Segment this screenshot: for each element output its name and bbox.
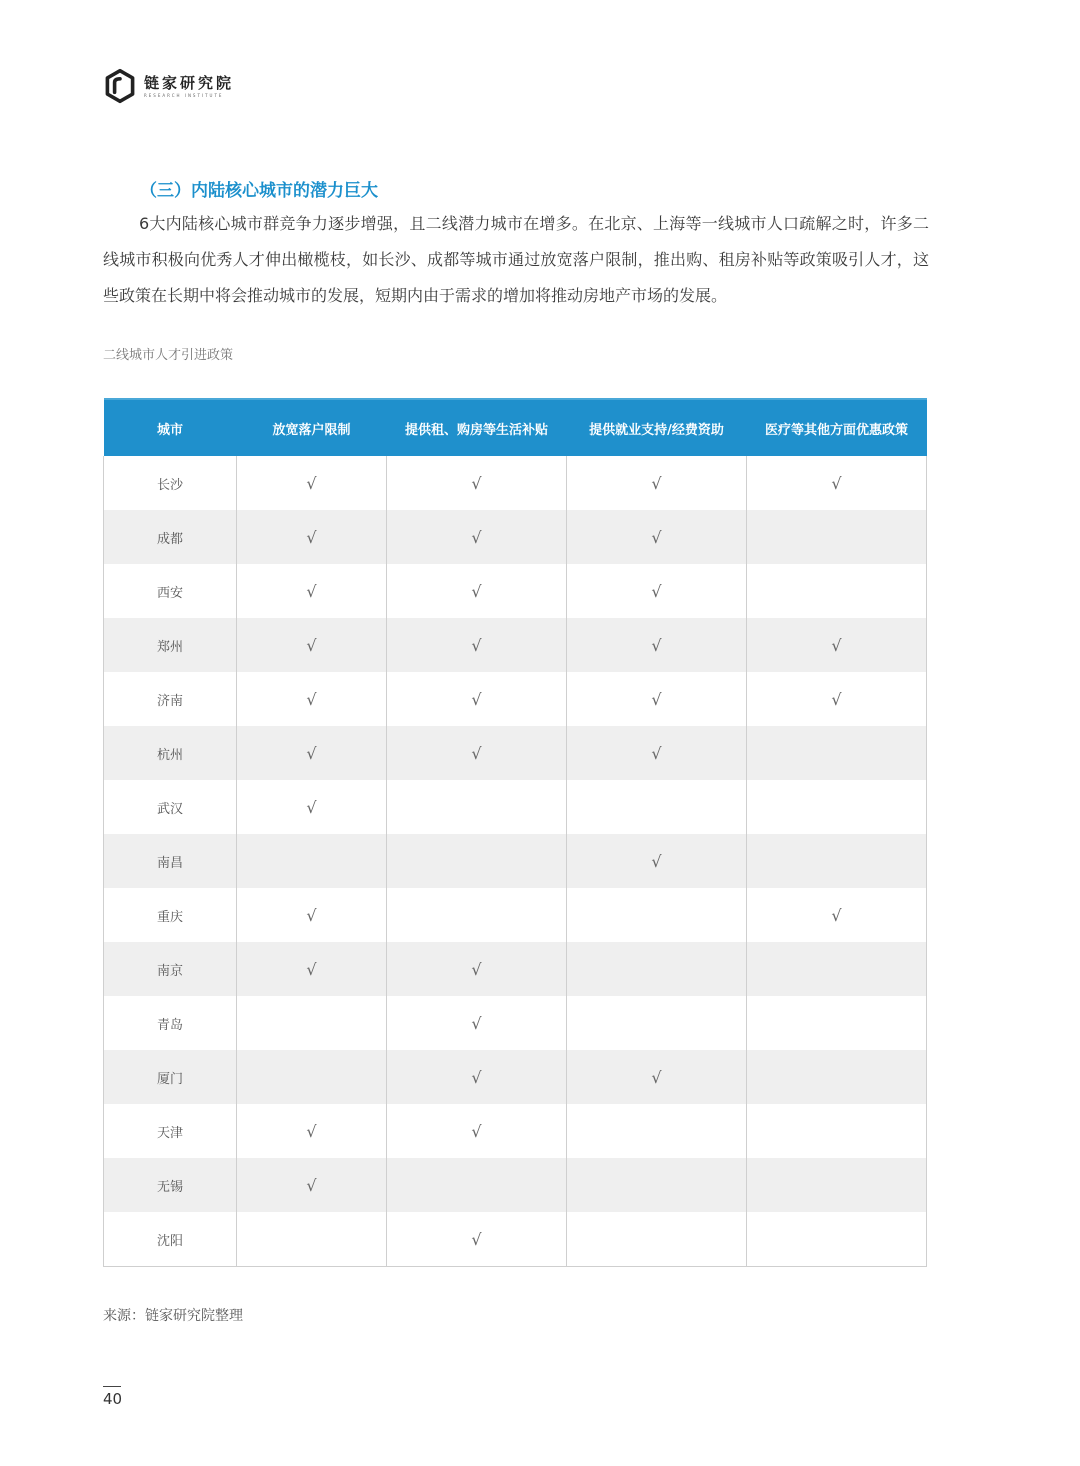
city-cell: 济南 — [104, 672, 237, 726]
check-mark-icon: √ — [306, 527, 317, 547]
policy-cell — [747, 618, 927, 672]
policy-cell — [387, 834, 567, 888]
check-mark-icon: √ — [306, 473, 317, 493]
city-cell: 南昌 — [104, 834, 237, 888]
table-row — [104, 1212, 927, 1267]
policy-cell — [237, 726, 387, 780]
check-mark-icon: √ — [471, 689, 482, 709]
table-row — [104, 672, 927, 726]
lianjia-logo-icon — [102, 68, 138, 104]
check-mark-icon: √ — [651, 1067, 662, 1087]
policy-cell — [387, 1050, 567, 1104]
check-mark-icon: √ — [306, 905, 317, 925]
policy-cell — [567, 726, 747, 780]
check-mark-icon: √ — [471, 959, 482, 979]
check-mark-icon: √ — [651, 689, 662, 709]
policy-cell — [237, 672, 387, 726]
city-cell: 长沙 — [104, 456, 237, 510]
policy-cell — [237, 834, 387, 888]
check-mark-icon: √ — [306, 743, 317, 763]
check-mark-icon: √ — [306, 635, 317, 655]
policy-cell — [567, 1050, 747, 1104]
city-cell: 成都 — [104, 510, 237, 564]
policy-cell — [567, 510, 747, 564]
check-mark-icon: √ — [306, 1175, 317, 1195]
check-mark-icon: √ — [471, 1067, 482, 1087]
policy-cell — [387, 510, 567, 564]
page-number-rule — [103, 1386, 121, 1387]
check-mark-icon: √ — [471, 1229, 482, 1249]
policy-cell — [387, 1104, 567, 1158]
city-cell: 沈阳 — [104, 1212, 237, 1267]
policy-cell — [237, 564, 387, 618]
policy-cell — [567, 1104, 747, 1158]
check-mark-icon: √ — [651, 473, 662, 493]
header-hukou: 放宽落户限制 — [237, 399, 387, 456]
check-mark-icon: √ — [471, 635, 482, 655]
policy-cell — [237, 1158, 387, 1212]
policy-cell — [747, 1050, 927, 1104]
table-row — [104, 996, 927, 1050]
check-mark-icon: √ — [831, 635, 842, 655]
policy-cell — [567, 834, 747, 888]
policy-cell — [387, 780, 567, 834]
check-mark-icon: √ — [471, 743, 482, 763]
policy-cell — [237, 1050, 387, 1104]
check-mark-icon: √ — [651, 743, 662, 763]
table-row — [104, 618, 927, 672]
check-mark-icon: √ — [306, 959, 317, 979]
brand-logo — [102, 68, 234, 104]
header-other-benefits: 医疗等其他方面优惠政策 — [747, 399, 927, 456]
city-cell: 厦门 — [104, 1050, 237, 1104]
city-cell: 郑州 — [104, 618, 237, 672]
check-mark-icon: √ — [651, 635, 662, 655]
header-city: 城市 — [104, 399, 237, 456]
body-paragraph: 6大内陆核心城市群竞争力逐步增强，且二线潜力城市在增多。在北京、上海等一线城市人口疏解之时，许多二线城市积极向优秀人才伸出橄榄枝，如长沙、成都等城市通过放宽落户限制，推出购、租房补贴等政策吸引人才，这些政策在长期中将会推动城市的发展，短期内由于需求的增加将推动房地产市场的发展。 — [103, 214, 929, 305]
city-cell: 青岛 — [104, 996, 237, 1050]
policy-cell — [747, 1104, 927, 1158]
table-row — [104, 1104, 927, 1158]
table-row — [104, 780, 927, 834]
policy-cell — [747, 1158, 927, 1212]
table-row — [104, 456, 927, 510]
city-cell: 无锡 — [104, 1158, 237, 1212]
policy-cell — [237, 1104, 387, 1158]
check-mark-icon: √ — [306, 689, 317, 709]
policy-cell — [567, 780, 747, 834]
policy-cell — [747, 942, 927, 996]
table-row — [104, 1050, 927, 1104]
policy-cell — [567, 456, 747, 510]
check-mark-icon: √ — [831, 905, 842, 925]
policy-cell — [237, 456, 387, 510]
city-cell: 天津 — [104, 1104, 237, 1158]
policy-cell — [747, 510, 927, 564]
city-cell: 杭州 — [104, 726, 237, 780]
policy-cell — [387, 618, 567, 672]
policy-cell — [387, 726, 567, 780]
city-cell: 重庆 — [104, 888, 237, 942]
check-mark-icon: √ — [471, 527, 482, 547]
policy-cell — [567, 564, 747, 618]
policy-cell — [237, 618, 387, 672]
policy-cell — [567, 996, 747, 1050]
policy-cell — [567, 672, 747, 726]
policy-cell — [387, 1158, 567, 1212]
policy-cell — [567, 942, 747, 996]
check-mark-icon: √ — [831, 689, 842, 709]
table-row — [104, 1158, 927, 1212]
city-cell: 西安 — [104, 564, 237, 618]
city-cell: 南京 — [104, 942, 237, 996]
policy-cell — [237, 888, 387, 942]
policy-cell — [747, 780, 927, 834]
check-mark-icon: √ — [471, 1013, 482, 1033]
check-mark-icon: √ — [306, 581, 317, 601]
source-note: 来源：链家研究院整理 — [103, 1308, 243, 1324]
check-mark-icon: √ — [306, 797, 317, 817]
policy-cell — [387, 888, 567, 942]
section-title: （三）内陆核心城市的潜力巨大 — [140, 181, 378, 201]
policy-cell — [387, 564, 567, 618]
policy-cell — [747, 564, 927, 618]
policy-cell — [747, 456, 927, 510]
check-mark-icon: √ — [471, 473, 482, 493]
policy-cell — [567, 1158, 747, 1212]
check-mark-icon: √ — [651, 527, 662, 547]
check-mark-icon: √ — [471, 1121, 482, 1141]
policy-cell — [387, 996, 567, 1050]
policy-table — [103, 398, 927, 1267]
policy-cell — [237, 942, 387, 996]
policy-cell — [747, 888, 927, 942]
policy-cell — [567, 618, 747, 672]
check-mark-icon: √ — [651, 581, 662, 601]
policy-cell — [387, 942, 567, 996]
check-mark-icon: √ — [306, 1121, 317, 1141]
policy-cell — [747, 672, 927, 726]
policy-cell — [747, 996, 927, 1050]
table-row — [104, 564, 927, 618]
table-row — [104, 726, 927, 780]
policy-cell — [237, 510, 387, 564]
logo-name: 链家研究院 — [144, 73, 235, 92]
check-mark-icon: √ — [651, 851, 662, 871]
table-body — [104, 456, 927, 1267]
table-caption: 二线城市人才引进政策 — [103, 348, 234, 363]
logo-text — [144, 74, 234, 99]
policy-cell — [387, 1212, 567, 1267]
policy-cell — [567, 888, 747, 942]
policy-cell — [387, 672, 567, 726]
city-cell: 武汉 — [104, 780, 237, 834]
table-header-row — [104, 399, 927, 456]
table-row — [104, 834, 927, 888]
logo-subtitle: RESEARCH INSTITUTE — [144, 92, 224, 98]
header-employment-support: 提供就业支持/经费资助 — [567, 399, 747, 456]
policy-cell — [567, 1212, 747, 1267]
policy-cell — [237, 1212, 387, 1267]
table-row — [104, 942, 927, 996]
header-housing-subsidy: 提供租、购房等生活补贴 — [387, 399, 567, 456]
policy-cell — [747, 834, 927, 888]
policy-cell — [237, 996, 387, 1050]
policy-cell — [747, 726, 927, 780]
table-row — [104, 888, 927, 942]
policy-cell — [387, 456, 567, 510]
policy-cell — [237, 780, 387, 834]
table-row — [104, 510, 927, 564]
check-mark-icon: √ — [471, 581, 482, 601]
policy-cell — [747, 1212, 927, 1267]
page-number: 40 — [103, 1390, 123, 1408]
check-mark-icon: √ — [831, 473, 842, 493]
